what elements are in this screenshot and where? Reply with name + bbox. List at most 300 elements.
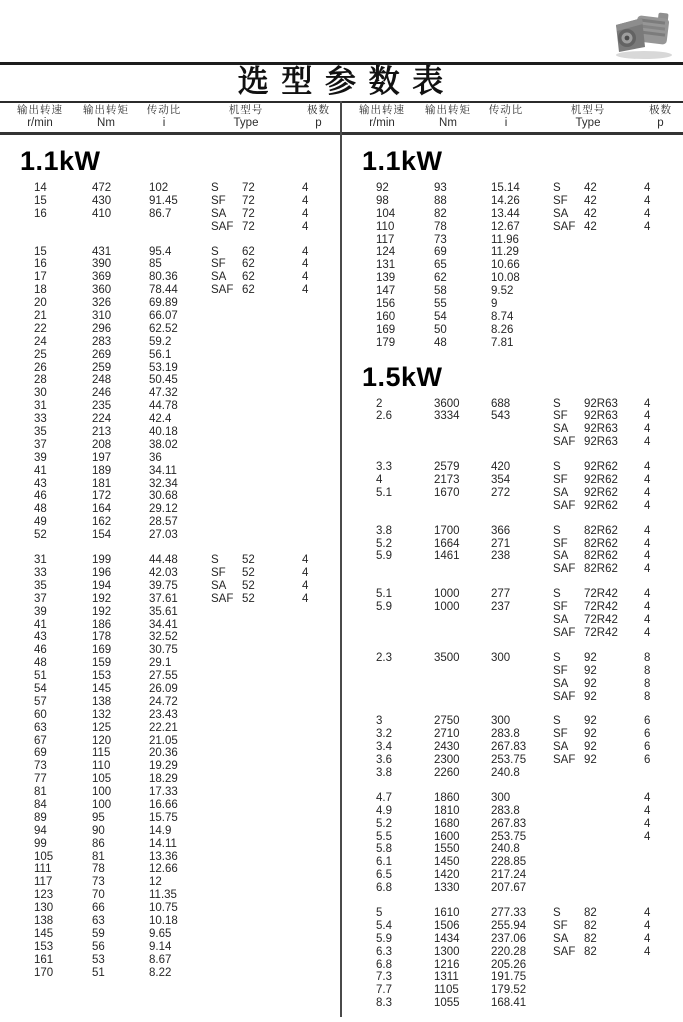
torque-cell: 53	[92, 953, 105, 966]
ratio-cell: 102	[149, 182, 169, 194]
torque-cell: 390	[92, 258, 112, 271]
row-group	[342, 461, 683, 513]
table-row	[0, 567, 341, 580]
type-size-cell	[242, 439, 302, 452]
header-column	[196, 104, 296, 130]
speed-cell: 5.2	[376, 537, 392, 550]
type-code-cell: S	[553, 588, 561, 601]
poles-cell: 4	[644, 932, 651, 945]
ratio-cell	[491, 436, 553, 449]
type-size-cell: 92	[584, 690, 597, 703]
type-size-cell	[584, 984, 644, 997]
speed-cell: 46	[34, 490, 47, 503]
type-code-cell	[211, 773, 242, 786]
table-row	[0, 413, 341, 426]
ratio-cell: 69.89	[149, 297, 178, 310]
ratio-cell: 11.29	[491, 246, 519, 259]
type-code-cell	[553, 285, 584, 298]
type-code-cell: SF	[211, 566, 226, 579]
torque-cell: 192	[92, 592, 112, 605]
poles-cell	[644, 246, 674, 259]
ratio-cell: 15.14	[491, 182, 520, 194]
ratio-cell: 9.52	[491, 285, 514, 298]
torque-cell: 162	[92, 516, 112, 529]
speed-cell: 5.1	[376, 588, 392, 601]
type-code-cell	[553, 246, 584, 259]
ratio-cell: 283.8	[491, 728, 520, 741]
table-row	[0, 825, 341, 838]
poles-cell: 4	[302, 220, 309, 233]
ratio-cell: 14.9	[149, 824, 172, 837]
ratio-cell: 13.44	[491, 207, 520, 220]
type-code-cell: SF	[211, 258, 226, 271]
table-row	[342, 831, 683, 844]
table-row	[342, 805, 683, 818]
type-code-cell	[211, 863, 242, 876]
speed-cell	[342, 436, 434, 449]
header-label-en: p	[657, 117, 664, 129]
torque-cell: 1055	[434, 997, 460, 1010]
ratio-cell: 59.2	[149, 335, 172, 348]
poles-cell	[302, 310, 332, 323]
header-column	[342, 104, 422, 130]
poles-cell: 4	[644, 563, 651, 576]
poles-cell: 4	[644, 945, 651, 958]
type-size-cell: 52	[242, 554, 255, 567]
torque-cell: 2710	[434, 728, 460, 741]
poles-cell	[302, 799, 332, 812]
torque-cell: 1450	[434, 856, 460, 869]
row-group	[342, 792, 683, 895]
type-code-cell	[553, 818, 584, 831]
table-row	[342, 195, 683, 208]
table-row	[0, 889, 341, 902]
row-group	[342, 715, 683, 779]
section-heading: 1.5kW	[362, 361, 443, 392]
type-size-cell: 52	[242, 592, 255, 605]
type-code-cell: SAF	[553, 436, 576, 449]
poles-cell	[302, 387, 332, 400]
ratio-cell: 267.83	[491, 817, 527, 830]
table-row	[0, 915, 341, 928]
torque-cell: 1461	[434, 550, 460, 563]
torque-cell	[92, 221, 149, 234]
table-row	[342, 436, 683, 449]
torque-cell: 63	[92, 914, 105, 927]
type-size-cell: 82R62	[584, 524, 618, 537]
speed-cell: 46	[34, 644, 47, 657]
table-row	[0, 593, 341, 606]
ratio-cell: 238	[491, 550, 511, 563]
speed-cell: 5.9	[376, 550, 392, 563]
type-code-cell: SA	[553, 614, 569, 627]
table-row	[342, 550, 683, 563]
header-label-zh: 输出转矩	[425, 104, 471, 116]
speed-cell: 33	[34, 413, 47, 426]
speed-cell: 3.2	[376, 728, 392, 741]
table-row	[342, 208, 683, 221]
poles-cell: 4	[302, 245, 309, 258]
poles-cell	[302, 439, 332, 452]
speed-cell: 26	[34, 361, 47, 374]
poles-cell	[644, 285, 674, 298]
speed-cell: 94	[34, 824, 47, 837]
type-code-cell	[553, 869, 584, 882]
type-code-cell: SF	[553, 664, 568, 677]
speed-cell: 5.9	[376, 601, 392, 614]
poles-cell	[302, 490, 332, 503]
poles-cell	[302, 606, 332, 619]
table-row	[0, 863, 341, 876]
poles-cell: 4	[644, 423, 651, 436]
table-row	[0, 452, 341, 465]
header-column	[132, 104, 196, 130]
speed-cell: 30	[34, 387, 47, 400]
poles-cell	[302, 928, 332, 941]
speed-cell: 2.6	[376, 410, 392, 423]
type-code-cell	[553, 843, 584, 856]
torque-cell: 248	[92, 374, 112, 387]
type-code-cell: SA	[553, 741, 569, 754]
speed-cell: 4.7	[376, 791, 392, 804]
row-group	[342, 398, 683, 450]
ratio-cell: 85	[149, 258, 162, 271]
type-size-cell: 42	[584, 182, 597, 194]
torque-cell	[434, 563, 491, 576]
table-row	[0, 426, 341, 439]
torque-cell	[434, 678, 491, 691]
torque-cell: 1810	[434, 804, 460, 817]
ratio-cell: 10.75	[149, 902, 178, 915]
type-code-cell	[553, 311, 584, 324]
speed-cell: 77	[34, 773, 47, 786]
ratio-cell: 272	[491, 486, 511, 499]
poles-cell	[302, 465, 332, 478]
ratio-cell: 253.75	[491, 830, 527, 843]
torque-cell: 138	[92, 695, 112, 708]
poles-cell	[644, 767, 674, 780]
row-group	[342, 652, 683, 704]
torque-cell: 54	[434, 310, 447, 323]
speed-cell: 67	[34, 734, 47, 747]
type-size-cell	[242, 478, 302, 491]
table-row	[342, 882, 683, 895]
torque-cell: 78	[92, 863, 105, 876]
page-title: 选 型 参 数 表	[237, 64, 446, 99]
table-row	[342, 715, 683, 728]
type-size-cell	[242, 516, 302, 529]
ratio-cell: 16.66	[149, 798, 178, 811]
torque-cell: 181	[92, 477, 112, 490]
table-row	[342, 856, 683, 869]
table-row	[342, 754, 683, 767]
type-code-cell	[211, 413, 242, 426]
poles-cell	[302, 967, 332, 980]
poles-cell: 4	[644, 397, 651, 410]
type-size-cell: 52	[242, 566, 255, 579]
poles-cell	[302, 812, 332, 825]
type-size-cell	[242, 928, 302, 941]
poles-cell	[302, 297, 332, 310]
ratio-cell: 86.7	[149, 207, 172, 220]
torque-cell: 1000	[434, 588, 460, 601]
type-code-cell	[211, 297, 242, 310]
type-code-cell	[553, 324, 584, 337]
table-row	[0, 465, 341, 478]
type-size-cell: 92R63	[584, 397, 618, 410]
speed-cell: 156	[376, 298, 396, 311]
speed-cell: 69	[34, 747, 47, 760]
type-code-cell: SA	[211, 207, 227, 220]
ratio-cell: 22.21	[149, 721, 178, 734]
header-label-en: Type	[575, 117, 601, 129]
type-size-cell: 82	[584, 945, 597, 958]
type-code-cell	[211, 851, 242, 864]
table-row	[342, 474, 683, 487]
ratio-cell: 27.03	[149, 529, 178, 542]
torque-cell: 1680	[434, 817, 460, 830]
speed-cell: 43	[34, 477, 47, 490]
type-size-cell: 72R42	[584, 626, 618, 639]
torque-cell: 1550	[434, 843, 460, 856]
ratio-cell: 29.1	[149, 657, 172, 670]
torque-cell: 310	[92, 310, 112, 323]
speed-cell: 54	[34, 682, 47, 695]
type-code-cell: SA	[553, 550, 569, 563]
table-row	[342, 398, 683, 411]
table-row	[0, 683, 341, 696]
torque-cell: 283	[92, 335, 112, 348]
type-size-cell	[242, 362, 302, 375]
gearmotor-photo	[608, 5, 676, 61]
poles-cell: 4	[644, 220, 651, 233]
type-size-cell	[242, 374, 302, 387]
table-row	[0, 812, 341, 825]
type-code-cell	[211, 696, 242, 709]
ratio-cell: 253.75	[491, 754, 527, 767]
torque-cell: 259	[92, 361, 112, 374]
ratio-cell: 26.09	[149, 682, 178, 695]
ratio-cell	[149, 221, 211, 234]
speed-cell: 161	[34, 953, 54, 966]
torque-cell	[434, 500, 491, 513]
speed-cell: 4	[376, 474, 383, 487]
table-row	[342, 298, 683, 311]
type-code-cell	[211, 928, 242, 941]
speed-cell: 92	[376, 182, 389, 194]
type-size-cell	[584, 324, 644, 337]
table-row	[342, 971, 683, 984]
torque-cell: 95	[92, 811, 105, 824]
speed-cell: 3.6	[376, 754, 392, 767]
type-code-cell	[553, 298, 584, 311]
table-row	[342, 843, 683, 856]
type-size-cell	[242, 838, 302, 851]
type-code-cell: SA	[211, 579, 227, 592]
type-code-cell	[211, 812, 242, 825]
ratio-cell: 14.26	[491, 194, 520, 207]
poles-cell	[302, 362, 332, 375]
torque-cell: 1216	[434, 958, 460, 971]
torque-cell: 62	[434, 272, 447, 285]
speed-cell: 7.7	[376, 984, 392, 997]
type-size-cell: 42	[584, 207, 597, 220]
torque-cell: 224	[92, 413, 112, 426]
poles-cell: 4	[644, 474, 651, 487]
table-row	[342, 946, 683, 959]
type-size-cell: 82R62	[584, 550, 618, 563]
torque-cell: 110	[92, 760, 111, 773]
ratio-cell: 30.68	[149, 490, 178, 503]
table-row	[0, 786, 341, 799]
poles-cell: 4	[302, 207, 309, 220]
type-size-cell	[242, 413, 302, 426]
type-size-cell	[242, 735, 302, 748]
speed-cell: 2.3	[376, 651, 392, 664]
ratio-cell: 53.19	[149, 361, 178, 374]
type-code-cell: SF	[553, 537, 568, 550]
type-size-cell: 62	[242, 258, 255, 271]
type-code-cell: SF	[553, 194, 568, 207]
table-row	[0, 696, 341, 709]
ratio-cell: 300	[491, 791, 511, 804]
torque-cell: 2300	[434, 754, 460, 767]
speed-cell: 84	[34, 798, 47, 811]
poles-cell	[302, 786, 332, 799]
type-code-cell	[211, 786, 242, 799]
header-label-zh: 输出转矩	[83, 104, 129, 116]
speed-cell: 51	[34, 670, 47, 683]
type-size-cell: 92	[584, 664, 597, 677]
type-size-cell	[242, 760, 302, 773]
speed-cell: 5.1	[376, 486, 392, 499]
header-label-en: r/min	[27, 117, 53, 129]
type-code-cell: SA	[553, 677, 569, 690]
speed-cell: 81	[34, 786, 47, 799]
type-size-cell: 92R62	[584, 499, 618, 512]
poles-cell: 4	[644, 436, 651, 449]
ratio-cell: 24.72	[149, 695, 178, 708]
header-column	[80, 104, 132, 130]
speed-cell: 15	[34, 245, 47, 258]
ratio-cell: 420	[491, 461, 511, 474]
type-size-cell: 92	[584, 741, 597, 754]
ratio-cell: 10.08	[491, 272, 520, 285]
speed-cell: 41	[34, 464, 47, 477]
table-row	[342, 920, 683, 933]
type-size-cell: 82R62	[584, 563, 618, 576]
speed-cell: 35	[34, 426, 47, 439]
torque-cell: 55	[434, 298, 447, 311]
type-size-cell	[584, 272, 644, 285]
speed-cell: 6.8	[376, 958, 392, 971]
torque-cell: 159	[92, 657, 112, 670]
ratio-cell: 283.8	[491, 804, 520, 817]
type-size-cell	[242, 876, 302, 889]
type-size-cell	[584, 959, 644, 972]
table-row	[0, 400, 341, 413]
ratio-cell: 237.06	[491, 932, 527, 945]
table-row	[342, 933, 683, 946]
torque-cell: 82	[434, 207, 447, 220]
type-size-cell	[584, 971, 644, 984]
ratio-cell	[491, 691, 553, 704]
type-code-cell: SA	[553, 423, 569, 436]
type-size-cell	[242, 657, 302, 670]
torque-cell: 1434	[434, 932, 460, 945]
table-row	[342, 234, 683, 247]
poles-cell	[302, 529, 332, 542]
type-code-cell	[211, 670, 242, 683]
poles-cell: 6	[644, 728, 651, 741]
ratio-cell: 8.22	[149, 966, 172, 979]
table-row	[0, 362, 341, 375]
type-code-cell	[553, 259, 584, 272]
ratio-cell: 15.75	[149, 811, 178, 824]
speed-cell: 145	[34, 927, 54, 940]
table-row	[0, 490, 341, 503]
ratio-cell: 44.78	[149, 400, 178, 413]
ratio-cell: 12.66	[149, 863, 178, 876]
type-size-cell	[242, 529, 302, 542]
poles-cell	[644, 971, 674, 984]
torque-cell: 431	[92, 245, 112, 258]
speed-cell: 18	[34, 284, 47, 297]
type-size-cell: 92R63	[584, 436, 618, 449]
ratio-cell: 543	[491, 410, 511, 423]
row-group	[0, 554, 341, 979]
table-row	[342, 728, 683, 741]
type-code-cell: SAF	[211, 592, 234, 605]
torque-cell: 1300	[434, 945, 460, 958]
table-row	[0, 747, 341, 760]
speed-cell: 124	[376, 246, 396, 259]
type-size-cell: 72R42	[584, 588, 618, 601]
ratio-cell: 23.43	[149, 708, 178, 721]
torque-cell: 66	[92, 902, 105, 915]
type-size-cell	[584, 337, 644, 350]
poles-cell	[644, 298, 674, 311]
torque-cell	[434, 665, 491, 678]
poles-cell: 4	[644, 804, 651, 817]
speed-cell: 110	[376, 220, 395, 233]
table-row	[342, 182, 683, 195]
table-row	[342, 869, 683, 882]
torque-cell: 69	[434, 246, 447, 259]
torque-cell: 296	[92, 322, 112, 335]
speed-cell: 41	[34, 618, 47, 631]
torque-cell	[434, 691, 491, 704]
type-size-cell	[584, 246, 644, 259]
torque-cell	[434, 627, 491, 640]
torque-cell: 369	[92, 271, 112, 284]
type-size-cell	[242, 799, 302, 812]
poles-cell: 4	[302, 284, 309, 297]
torque-cell: 1700	[434, 524, 460, 537]
ratio-cell: 32.34	[149, 477, 178, 490]
torque-cell: 3600	[434, 397, 460, 410]
header-column	[422, 104, 474, 130]
type-code-cell: SF	[553, 601, 568, 614]
table-row	[0, 336, 341, 349]
table-row	[0, 928, 341, 941]
ratio-cell: 300	[491, 651, 511, 664]
torque-cell: 90	[92, 824, 105, 837]
type-code-cell: S	[553, 182, 561, 194]
type-code-cell	[211, 825, 242, 838]
table-row	[0, 323, 341, 336]
poles-cell: 4	[644, 830, 651, 843]
